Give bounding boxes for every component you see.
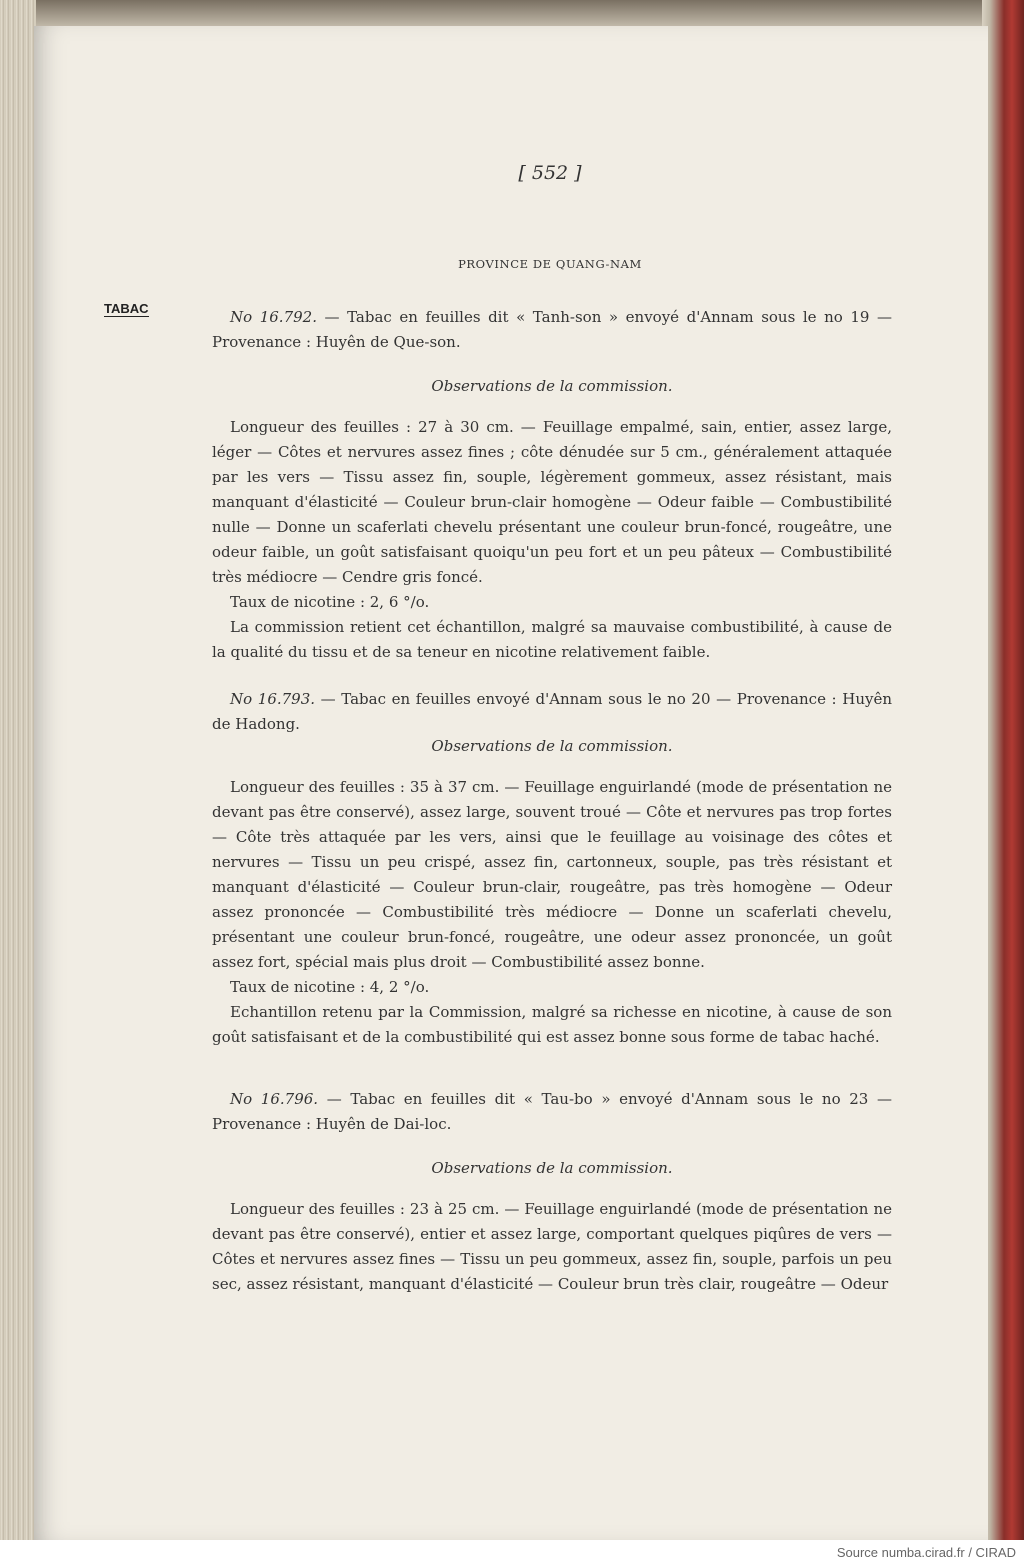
page-number: [ 552 ] [518, 162, 582, 184]
entry-header [212, 687, 892, 737]
source-credit: Source numba.cirad.fr / CIRAD [836, 1545, 1016, 1560]
margin-label: TABAC [104, 301, 149, 316]
entry-header-text: — Tabac en feuilles dit « Tau-bo » envoyé d'Annam sous le no 23 — Provenance : Huyên de Dai-loc. [212, 1090, 892, 1133]
entry-subtitle: Observations de la commission. [431, 1159, 673, 1177]
entry-header [212, 1087, 892, 1137]
entry-number: No 16.796. [230, 1090, 319, 1108]
entry-conclusion: La commission retient cet échantillon, malgré sa mauvaise combustibilité, à cause de la qualité du tissu et de sa teneur en nicotine relativement faible. [212, 618, 892, 661]
entry-description: Longueur des feuilles : 23 à 25 cm. — Feuillage enguirlandé (mode de présentation ne devant pas être conservé), entier et assez large, comportant quelques piqûres de vers — Côtes et nervures assez fines — Tissu un peu gommeux, assez fin, souple, parfois un peu sec, assez résistant, manquant d'élasticité — Couleur brun très clair, rougeâtre — Odeur [212, 1200, 892, 1293]
entry-conclusion: Echantillon retenu par la Commission, malgré sa richesse en nicotine, à cause de son goût satisfaisant et de la combustibilité qui est assez bonne sous forme de tabac haché. [212, 1003, 892, 1046]
book-left-edge [0, 0, 36, 1540]
entry-nicotine: Taux de nicotine : 2, 6 °/o. [230, 593, 430, 611]
entry-subtitle: Observations de la commission. [431, 377, 673, 395]
entry-16796 [212, 1087, 892, 1297]
entry-16793 [212, 687, 892, 1050]
entry-header-text: — Tabac en feuilles envoyé d'Annam sous le no 20 — Provenance : Huyên de Hadong. [212, 690, 892, 733]
book-right-edge [982, 0, 1024, 1540]
entry-header [212, 305, 892, 355]
section-heading: PROVINCE DE QUANG-NAM [458, 257, 642, 271]
entry-number: No 16.793. [230, 690, 316, 708]
entry-number: No 16.792. [230, 308, 317, 326]
entry-header-text: — Tabac en feuilles dit « Tanh-son » envoyé d'Annam sous le no 19 — Provenance : Huyên de Que-son. [212, 308, 892, 351]
entry-nicotine: Taux de nicotine : 4, 2 °/o. [230, 978, 430, 996]
entry-subtitle: Observations de la commission. [431, 737, 673, 755]
entry-description: Longueur des feuilles : 35 à 37 cm. — Feuillage enguirlandé (mode de présentation ne devant pas être conservé), assez large, souvent troué — Côte et nervures pas trop fortes — Côte très attaquée par les vers, ainsi que le feuillage au voisinage des côtes et nervures — Tissu un peu crispé, assez fin, cartonneux, souple, pas très résistant et manquant d'élasticité — Couleur brun-clair, rougeâtre, pas très homogène — Odeur assez prononcée — Combustibilité très médiocre — Donne un scaferlati chevelu, présentant une couleur brun-foncé, rougeâtre, une odeur assez prononcée, un goût assez fort, spécial mais plus droit — Combustibilité assez bonne. [212, 778, 892, 971]
entry-description: Longueur des feuilles : 27 à 30 cm. — Feuillage empalmé, sain, entier, assez large, léger — Côtes et nervures assez fines ; côte dénudée sur 5 cm., généralement attaquée par les vers — Tissu assez fin, souple, légèrement gommeux, assez résistant, mais manquant d'élasticité — Couleur brun-clair homogène — Odeur faible — Combustibilité nulle — Donne un scaferlati chevelu présentant une couleur brun-foncé, rougeâtre, une odeur faible, un goût satisfaisant quoiqu'un peu fort et un peu pâteux — Combustibilité très médiocre — Cendre gris foncé. [212, 418, 892, 586]
entry-16792 [212, 305, 892, 665]
